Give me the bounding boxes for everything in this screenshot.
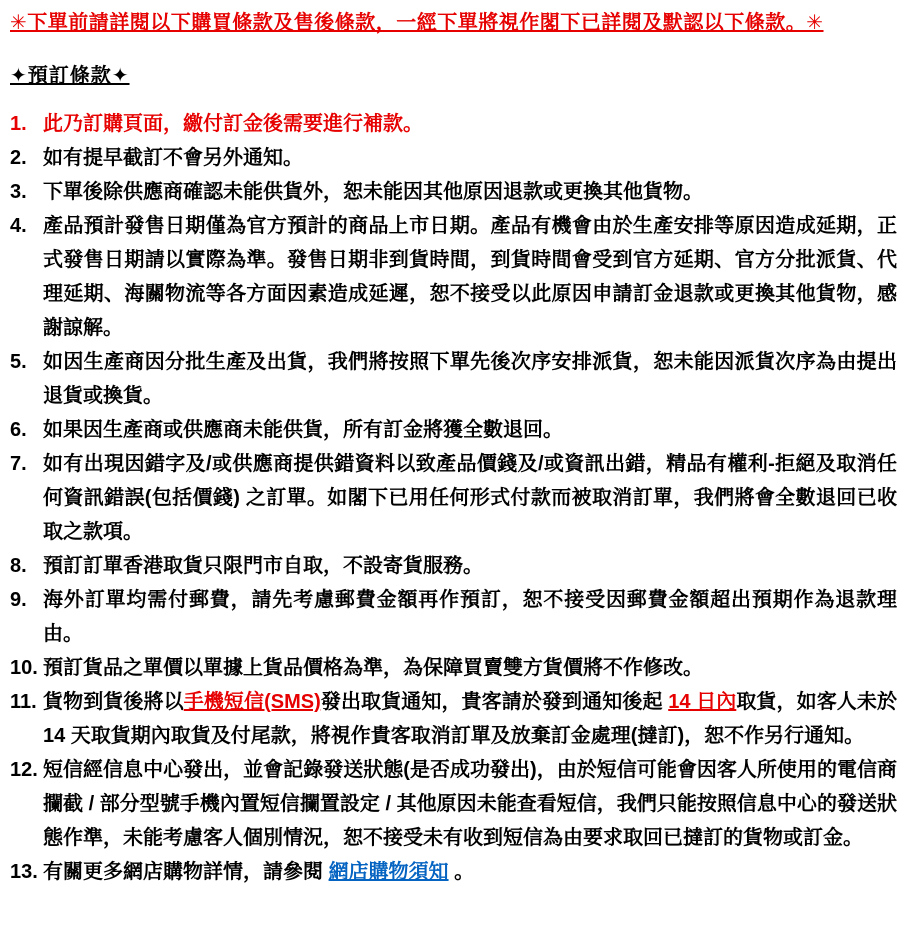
- term-item-7: [10, 447, 897, 549]
- term-number: 12.: [10, 759, 38, 781]
- term-number: 4.: [10, 215, 27, 237]
- term-segment: 短信經信息中心發出，並會記錄發送狀態(是否成功發出)，由於短信可能會因客人所使用的電信商攔截 / 部分型號手機內置短信攔置設定 / 其他原因未能查看短信，我們只能按照信息中心的發送狀態作準，未能考慮客人個別情況，恕不接受未有收到短信為由要求取回已撻訂的貨物或訂金。: [43, 759, 897, 849]
- term-text: [43, 651, 897, 685]
- term-item-3: [10, 175, 897, 209]
- term-text: [43, 175, 897, 209]
- term-text: [43, 141, 897, 175]
- shop-guide-link[interactable]: 網店購物須知: [328, 861, 449, 883]
- term-item-10: [10, 651, 897, 685]
- term-segment: 貨物到貨後將以: [43, 691, 184, 713]
- term-item-12: [10, 753, 897, 855]
- term-number: 3.: [10, 181, 27, 203]
- term-segment: 有關更多網店購物詳情，請參閱: [43, 861, 329, 883]
- term-item-9: [10, 583, 897, 651]
- term-segment: 取貨，如客人未於 14 天取貨期內取貨及付尾款，將視作貴客取消訂單及放棄訂金處理(撻訂)，恕不作另行通知。: [43, 691, 898, 747]
- term-text: [43, 413, 897, 447]
- term-segment: 海外訂單均需付郵費，請先考慮郵費金額再作預訂，恕不接受因郵費金額超出預期作為退款理由。: [43, 589, 897, 645]
- term-segment: 下單後除供應商確認未能供貨外，恕未能因其他原因退款或更換其他貨物。: [43, 181, 703, 203]
- term-number: 9.: [10, 589, 27, 611]
- term-segment: 如果因生產商或供應商未能供貨，所有訂金將獲全數退回。: [43, 419, 563, 441]
- term-number: 11.: [10, 691, 37, 713]
- section-header-preorder-terms: ✦預訂條款✦: [10, 65, 130, 87]
- term-segment: 如有提早截訂不會另外通知。: [43, 147, 303, 169]
- term-text: [43, 549, 897, 583]
- term-text: [43, 855, 897, 889]
- term-text: [43, 107, 897, 141]
- term-segment: 此乃訂購頁面，繳付訂金後需要進行補款。: [43, 113, 423, 135]
- term-text: [43, 753, 897, 855]
- term-number: 6.: [10, 419, 27, 441]
- term-segment: 預訂訂單香港取貨只限門市自取，不設寄貨服務。: [43, 555, 483, 577]
- term-item-5: [10, 345, 897, 413]
- term-item-4: [10, 209, 897, 345]
- term-text: [43, 583, 897, 651]
- term-item-8: [10, 549, 897, 583]
- highlighted-text: 手機短信(SMS): [183, 691, 321, 713]
- term-segment: 產品預計發售日期僅為官方預計的商品上市日期。產品有機會由於生產安排等原因造成延期，正式發售日期請以實際為準。發售日期非到貨時間，到貨時間會受到官方延期、官方分批派貨、代理延期、海關物流等各方面因素造成延遲，恕不接受以此原因申請訂金退款或更換其他貨物，感謝諒解。: [43, 215, 897, 339]
- term-segment: 預訂貨品之單價以單據上貨品價格為準，為保障買賣雙方貨價將不作修改。: [43, 657, 703, 679]
- term-number: 1.: [10, 113, 27, 135]
- term-number: 2.: [10, 147, 27, 169]
- term-item-11: [10, 685, 897, 753]
- term-item-1: [10, 107, 897, 141]
- term-segment: 如因生產商因分批生產及出貨，我們將按照下單先後次序安排派貨，恕未能因派貨次序為由提出退貨或換貨。: [43, 351, 897, 407]
- terms-list: [10, 107, 897, 889]
- term-text: [43, 209, 897, 345]
- term-number: 10.: [10, 657, 38, 679]
- term-number: 5.: [10, 351, 27, 373]
- term-segment: 。: [448, 861, 475, 883]
- highlighted-text: 14 日內: [668, 691, 737, 713]
- term-text: [43, 345, 897, 413]
- term-number: 7.: [10, 453, 27, 475]
- term-number: 13.: [10, 861, 38, 883]
- term-segment: 發出取貨通知，貴客請於發到通知後起: [320, 691, 669, 713]
- document-title: ✳下單前請詳閱以下購買條款及售後條款，一經下單將視作閣下已詳閱及默認以下條款。✳: [10, 12, 824, 34]
- term-item-6: [10, 413, 897, 447]
- term-text: [43, 447, 897, 549]
- term-item-2: [10, 141, 897, 175]
- term-text: [43, 685, 897, 753]
- term-segment: 如有出現因錯字及/或供應商提供錯資料以致產品價錢及/或資訊出錯，精品有權利-拒絕及取消任何資訊錯誤(包括價錢) 之訂單。如閣下已用任何形式付款而被取消訂單，我們將會全數退回已收取之款項。: [43, 453, 897, 543]
- term-item-13: [10, 855, 897, 889]
- term-number: 8.: [10, 555, 27, 577]
